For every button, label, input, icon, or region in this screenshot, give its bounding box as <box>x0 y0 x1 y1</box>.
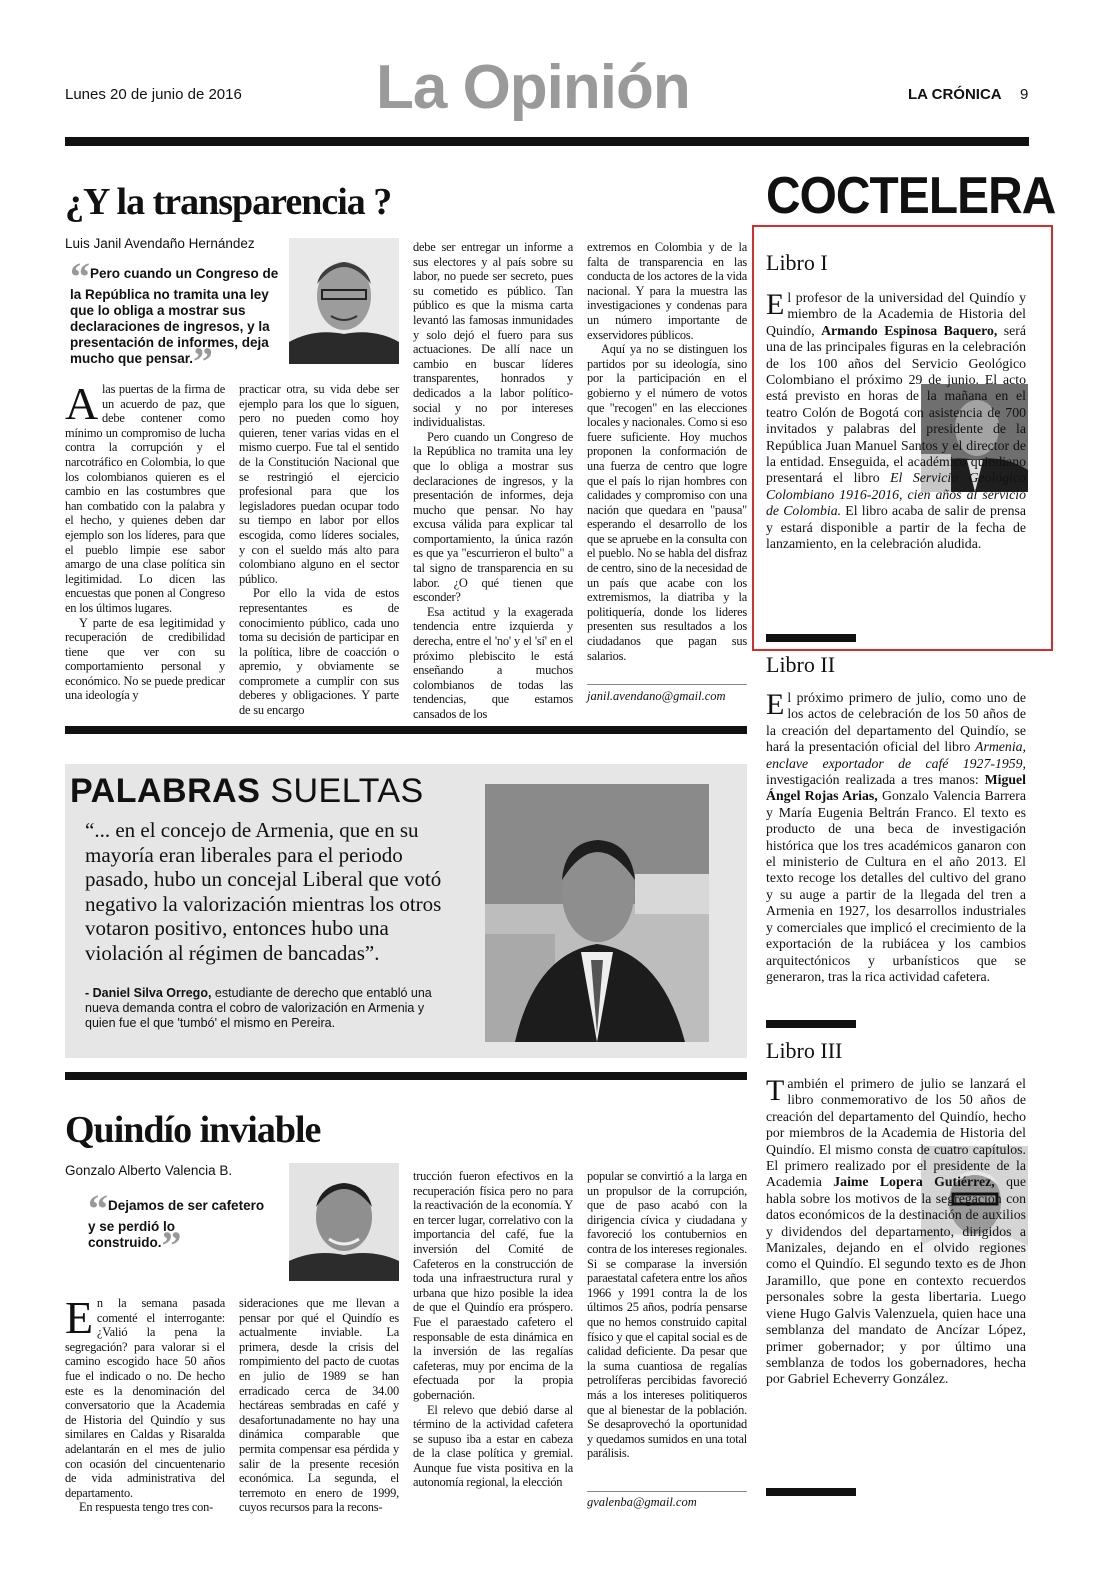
libro2-text: El próximo primero de julio, como uno de los actos de celebración de los 50 años de la creación del departamento del Quindío, se hará la presentación oficial del libro Armenia, enclave exportador de café 1927-1959, investigación realizada a tres manos: Miguel Ángel Rojas Arias, Gonzalo Valencia Barrera y María Eugenia Beltrán Franco. El texto es producto de una beca de investigación histórica que los tres académicos ganaron con el ministerio de Cultura en el año 2013. El texto recoge los detalles del cultivo del grano y su auge a partir de la llegada del tren a Armenia en 1927, los desarrollos industriales y comerciales que implicó el crecimiento de la exportación de la rubiácea y los cambios arquitectónicos y urbanísticos que se generaron, tras la rica actividad cafetera. <box>766 688 1026 984</box>
article2-author: Gonzalo Alberto Valencia B. <box>65 1163 233 1178</box>
article1-col2: practicar otra, su vida debe ser ejemplo para los que lo siguen, pero no pueden como hoy quieren, tener varias vidas en el mismo cuerpo. Fue tal el sentido de la Constitución Nacional que se restringió el ejercicio profesional para que los legisladores puedan ocupar todo su tiempo en labor por ellos escogida, como líderes sociales, y con el sueldo más alto para colombiano alguno en el sector público. Por ello la vida de estos representantes es de conocimiento público, cada uno toma su decisión de participar en la política, libre de coacción o apremio, y obviamente se compromete a cumplir con sus deberes y obligaciones. Y parte de su encargo <box>239 382 399 718</box>
separator-rule-1 <box>65 726 747 734</box>
palabras-title: PALABRAS SUELTAS <box>70 772 424 810</box>
page-number: 9 <box>1020 86 1029 103</box>
author-photo-avendano <box>289 238 399 364</box>
email-rule <box>587 1491 747 1492</box>
article2-col3: trucción fueron efectivos en la recuperación física pero no para la reactivación de la economía. Y en tercer lugar, correlativo con la importancia del café, fue la inversión del Comité de Cafeteros en la construcción de toda una infraestructura rural y urbana que hizo posible la idea de que el Quindío era próspero. Fue el paraestado cafetero el responsable de esta dinámica en la inversión de las regalías cafeteras, muy por encima de la efectuada por la propia gobernación. El relevo que debió darse al término de la actividad cafetera se supuso iba a estar en cabeza de la clase política y gremial. Aunque fue vista positiva en la autonomía regional, la elección <box>413 1169 573 1490</box>
email-rule <box>587 684 747 685</box>
article1-col1: Alas puertas de la firma de un acuerdo de paz, que debe contener como mínimo un compromiso de lucha contra la corrupción y el narcotráfico en Colombia, lo que los colombianos quieren es el cambio en las costumbres que han combatido con la palabra y el hecho, y quienes deben dar ejemplo son los líderes, para que el pueblo limpie ese sabor amargo de una clase política sin legitimidad. Lo dicen las encuestas que ponen al Congreso en los últimos lugares. Y parte de esa legitimidad y recuperación de credibilidad tiene que ver con su comportamiento personal y económico. No se puede predicar una ideología y <box>65 378 225 703</box>
article2-title: Quindío inviable <box>65 1109 321 1151</box>
article1-col4: extremos en Colombia y de la falta de transparencia en las conducta de los actores de la vida nacional. Y para la muestra las investigaciones y condenas para un número importante de exservidores públicos. Aquí ya no se distinguen los partidos por su ideología, sino por la participación en el gobierno y el número de votos que "recogen" en las elecciones locales y nacionales. Como si eso fuere suficiente. Hoy muchos proponen la conformación de una fuerza de centro que logre que el país lo rijan hombres con calidades y compromiso con una nación que quedara en "pausa" esperando el desarrollo de los que se apruebe en la consulta con el pueblo. No se habla del disfraz de centro, sino de la necesidad de un país que acabe con los extremismos, la diatriba y la politiquería, donde los lideres presenten sus resultados a los ciudadanos que pagan sus salarios. <box>587 240 747 663</box>
close-quote-icon: ” <box>193 339 214 384</box>
author-photo-valencia <box>289 1163 399 1281</box>
section-title: La Opinión <box>376 53 690 122</box>
newspaper-name: LA CRÓNICA <box>908 86 1002 103</box>
coctelera-title: COCTELERA <box>766 167 1056 225</box>
dropcap: T <box>766 1074 785 1107</box>
dropcap: E <box>766 688 785 721</box>
close-quote-icon: ” <box>161 1223 182 1268</box>
dropcap: E <box>766 288 785 321</box>
article1-author: Luis Janil Avendaño Hernández <box>65 236 255 251</box>
libro2-title: Libro II <box>766 652 836 677</box>
open-quote-icon: “ <box>88 1186 108 1231</box>
article1-email[interactable]: janil.avendano@gmail.com <box>587 689 726 703</box>
libro1-end-bar <box>766 634 856 642</box>
issue-date: Lunes 20 de junio de 2016 <box>65 86 242 103</box>
article1-pullquote: “Pero cuando un Congreso de la República no tramita una ley que lo obliga a mostrar sus declaraciones de ingresos, y la presentación de informes, deja mucho que pensar.” <box>70 254 279 384</box>
article2-pullquote: “Dejamos de ser cafetero y se perdió lo construido.” <box>88 1186 265 1268</box>
palabras-attribution: - Daniel Silva Orrego, estudiante de derecho que entabló una nueva demanda contra el cobro de valorización en Armenia y quien fue el que 'tumbó' el mismo en Pereira. <box>85 986 432 1030</box>
article2-col2: sideraciones que me llevan a pensar por qué el Quindío es actualmente inviable. La primera, desde la crisis del rompimiento del pacto de cuotas en julio de 1989 se han erradicado cerca de 34.00 hectáreas sembradas en café y desafortunadamente no hay una dinámica comparable que permita compensar esa pérdida y salir de la presente recesión económica. La segunda, el terremoto en enero de 1999, cuyos recursos para la recons- <box>239 1296 399 1515</box>
libro1-text: El profesor de la universidad del Quindío y miembro de la Academia de Historia del Quindío, Armando Espinosa Baquero, será una de las principales figuras en la celebración de los 100 años del Servicio Geológico Colombiano el próximo 29 de junio. El acto está previsto en horas de la mañana en el teatro Colón de Bogotá con asistencia de 700 invitados y palabras del presidente de la República Juan Manuel Santos y el director de la entidad. Enseguida, el académico quindiano presentará el libro El Servicio Geológico Colombiano 1916-2016, cien años al servicio de Colombia. El libro acaba de salir de prensa y estará disponible a partir de la fecha de lanzamiento, en la celebración aludida. <box>766 288 1027 552</box>
dropcap: E <box>65 1292 93 1343</box>
separator-rule-2 <box>65 1072 747 1080</box>
libro3-end-bar <box>766 1488 856 1496</box>
article2-email[interactable]: gvalenba@gmail.com <box>587 1495 697 1509</box>
palabras-quote: “... en el concejo de Armenia, que en su mayoría eran liberales para el periodo pasado, hubo un concejal Liberal que votó negativo la valorización mientras los otros votaron positivo, entonces hubo una violación al régimen de bancadas”. <box>85 818 442 965</box>
header-rule <box>65 137 1029 146</box>
libro1-title: Libro I <box>766 250 828 275</box>
libro2-end-bar <box>766 1020 856 1028</box>
article2-col1: En la semana pasada comenté el interrogante: ¿Valió la pena la segregación? para valorar si el camino escogido hace 50 años fue el indicado o no. De hecho este es la denominación del conversatorio que la Academia de Historia del Quindío y sus similares en Caldas y Risaralda adelantarán en el mes de julio con ocasión del cincuentenario de vida administrativa del departamento. En respuesta tengo tres con- <box>65 1292 225 1515</box>
article1-title: ¿Y la transparencia ? <box>65 181 392 223</box>
libro3-text: También el primero de julio se lanzará el libro conmemorativo de los 50 años de creación del departamento del Quindío, hecho por miembros de la Academia de Historia del Quindío. El mismo consta de cuatro capítulos. El primero realizado por el presidente de la Academia Jaime Lopera Gutiérrez, que habla sobre los motivos de la segregación con datos económicos de la destinación de auxilios y dividendos del departamento, dirigidos a Manizales, dejando en el olvido regiones como el Quindío. El segundo texto es de Jhon Jaramillo, que pone en contexto recuerdos personales sobre la gesta libertaria. Luego viene Hugo Galvis Valenzuela, quien hace una semblanza del mandato de Ancízar López, primer gobernador; y por último una semblanza de todos los gobernadores, hecha por Gabriel Echeverry González. <box>766 1074 1027 1387</box>
photo-daniel-silva <box>485 784 709 1042</box>
libro3-title: Libro III <box>766 1038 843 1063</box>
dropcap: A <box>65 378 99 429</box>
open-quote-icon: “ <box>70 254 90 299</box>
article1-col3: debe ser entregar un informe a sus electores y al país sobre su labor, no puede ser secreto, pues su cometido es público. Tan público es que la misma carta levantó las famosas inmunidades y solo dejó el fuero para sus actuaciones. De allí nace un cambio en buscar líderes transparentes, honrados y dedicados a la labor político-social y no por intereses individualistas. Pero cuando un Congreso de la República no tramita una ley que lo obliga a mostrar sus declaraciones de ingresos, y la presentación de informes, deja mucho que pensar. No hay excusa válida para explicar tal comportamiento, la única razón es que ya "escurrieron el bulto" a tal signo de transparencia en su labor. ¿O qué tienen que esconder? Esa actitud y la exagerada tendencia entre izquierda y derecha, entre el 'no' y el 'sí' en el próximo plebiscito le está enseñando a muchos colombianos de todas las tendencias, que estamos cansados de los <box>413 240 573 721</box>
article2-col4: popular se convirtió a la larga en un propulsor de la corrupción, que de paso acabó con la dirigencia cívica y ciudadana y favoreció los contubernios en contra de los intereses regionales. Si se comparase la inversión paraestatal cafetera entre los años 1966 y 1991 contra la de los últimos 25 años, podría pensarse que no hemos construido capital físico y que el capital social es de calidad deficiente. Da pesar que la suma cuantiosa de regalías petrolíferas percibidas favoreció más a los intereses politiqueros que al bienestar de la población. Se desaprovechó la oportunidad y quedamos sumidos en una total parálisis. <box>587 1169 747 1461</box>
